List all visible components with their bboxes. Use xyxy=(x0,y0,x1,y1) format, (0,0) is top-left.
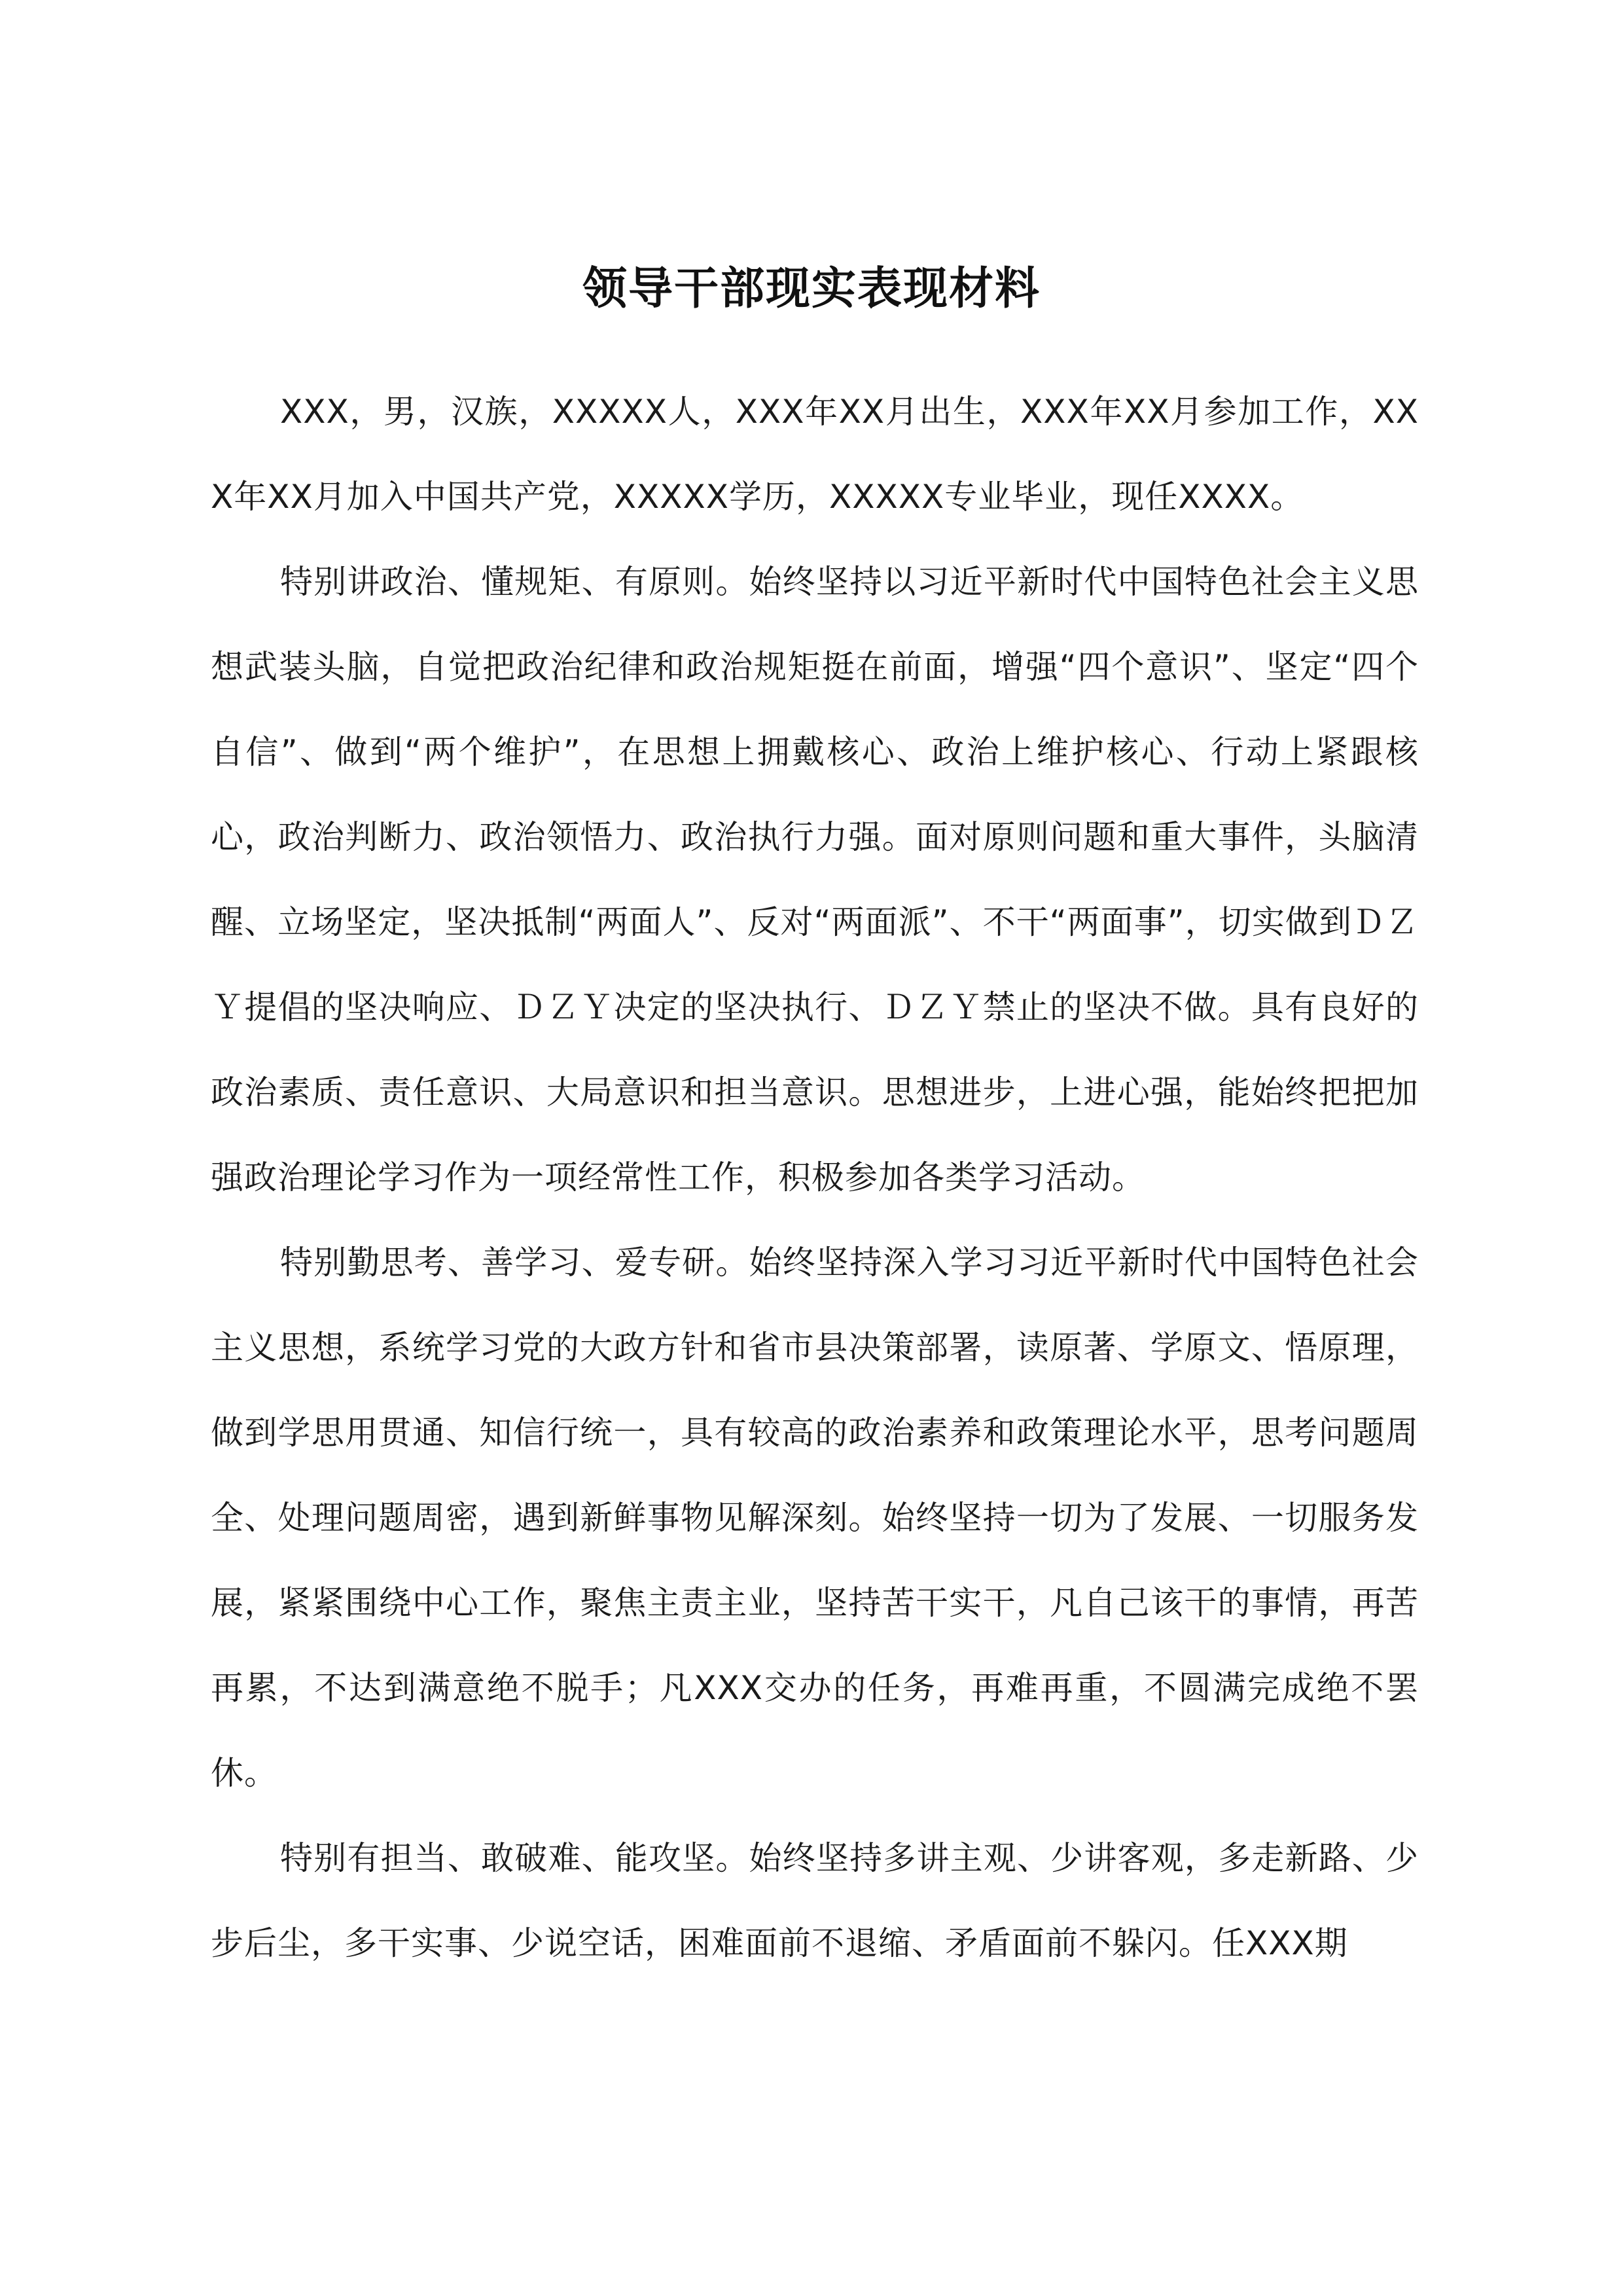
paragraph-responsibility: 特别有担当、敢破难、能攻坚。始终坚持多讲主观、少讲客观，多走新路、少步后尘，多干实事、少说空话，困难面前不退缩、矛盾面前不躲闪。任XXX期 xyxy=(211,1839,1419,1962)
paragraph-study: 特别勤思考、善学习、爱专研。始终坚持深入学习习近平新时代中国特色社会主义思想，系统学习党的大政方针和省市县决策部署，读原著、学原文、悟原理，做到学思用贯通、知信行统一，具有较高的政治素养和政策理论水平，思考问题周全、处理问题周密，遇到新鲜事物见解深刻。始终坚持一切为了发展、一切服务发展，紧紧围绕中心工作，聚焦主责主业，坚持苦干实干，凡自己该干的事情，再苦再累，不达到满意绝不脱手；凡XXX交办的任务，再难再重，不圆满完成绝不罢休。 xyxy=(211,1244,1419,1792)
paragraph-politics: 特别讲政治、懂规矩、有原则。始终坚持以习近平新时代中国特色社会主义思想武装头脑，自觉把政治纪律和政治规矩挺在前面，增强“四个意识”、坚定“四个自信”、做到“两个维护”，在思想上拥戴核心、政治上维护核心、行动上紧跟核心，政治判断力、政治领悟力、政治执行力强。面对原则问题和重大事件，头脑清醒、立场坚定，坚决抵制“两面人”、反对“两面派”、不干“两面事”，切实做到ＤＺＹ提倡的坚决响应、ＤＺＹ决定的坚决执行、ＤＺＹ禁止的坚决不做。具有良好的政治素质、责任意识、大局意识和担当意识。思想进步，上进心强，能始终把把加强政治理论学习作为一项经常性工作，积极参加各类学习活动。 xyxy=(211,563,1419,1196)
document-body xyxy=(211,369,1419,1986)
document-title: 领导干部现实表现材料 xyxy=(582,263,1041,315)
paragraph-basic-info: XXX，男，汉族，XXXXX人，XXX年XX月出生，XXX年XX月参加工作，XXX年XX月加入中国共产党，XXXXX学历，XXXXX专业毕业，现任XXXX。 xyxy=(211,393,1419,516)
